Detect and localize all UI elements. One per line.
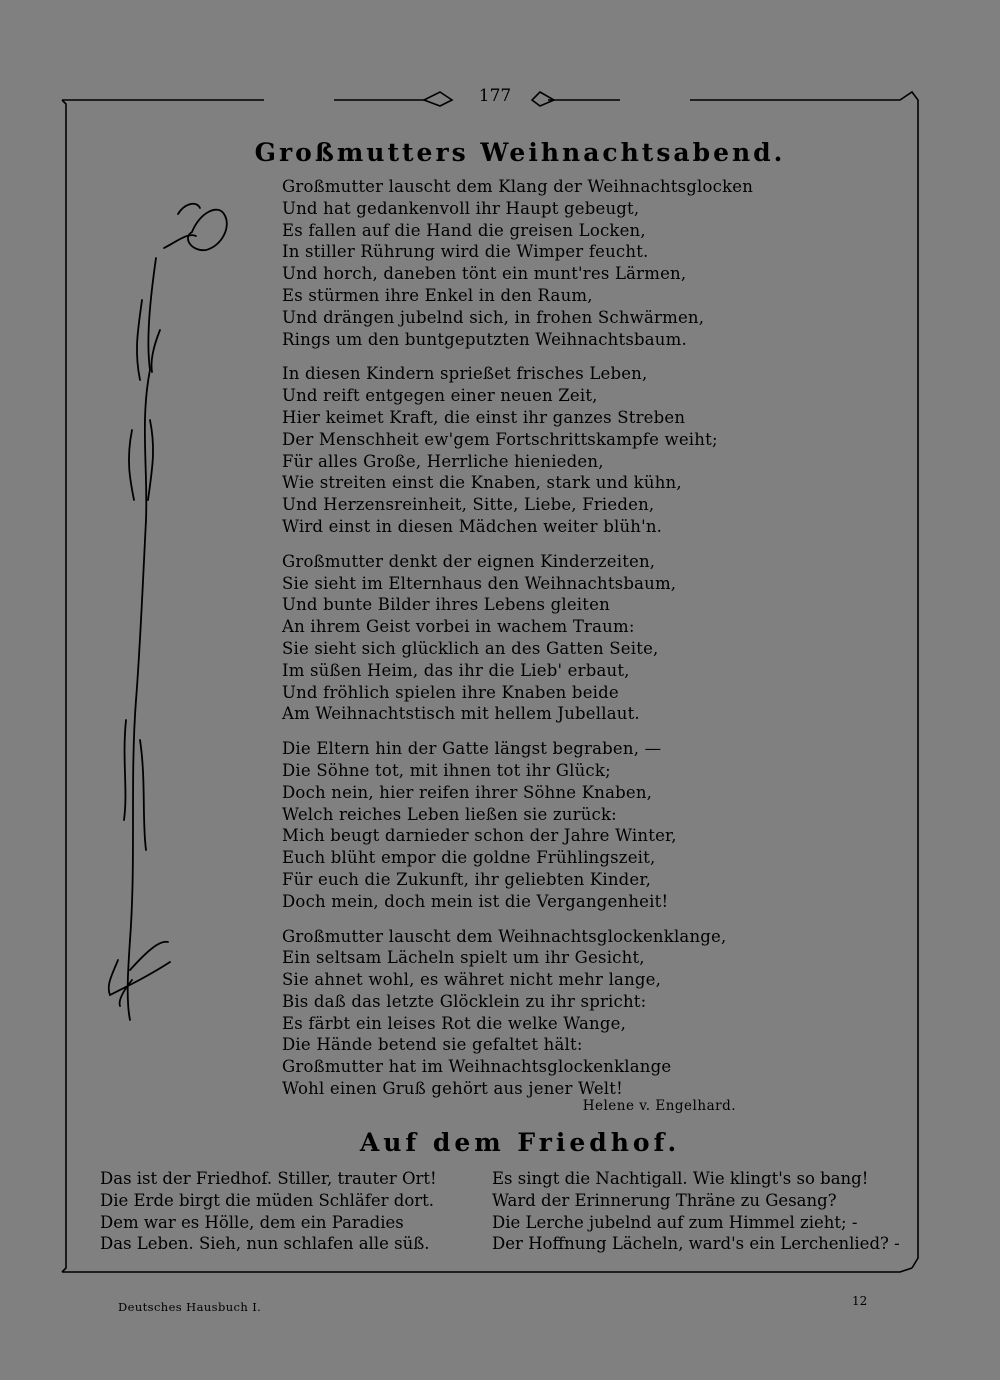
poem-line: Am Weihnachtstisch mit hellem Jubellaut. <box>282 704 640 724</box>
second-poem-title: Auf dem Friedhof. <box>359 1128 681 1157</box>
poem-line: Es fallen auf die Hand die greisen Locken, <box>282 220 646 240</box>
poem-body <box>282 176 762 1113</box>
poem-line: Die Eltern hin der Gatte längst begraben, — <box>282 739 662 759</box>
poem-line: Und Herzensreinheit, Sitte, Liebe, Frieden, <box>282 495 655 515</box>
poem-line: Es färbt ein leises Rot die welke Wange, <box>282 1013 627 1033</box>
poem-line: Und horch, daneben tönt ein munt'res Lärmen, <box>282 264 687 284</box>
poem-line: Das Leben. Sieh, nun schlafen alle süß. <box>100 1234 430 1254</box>
poem-line: In stiller Rührung wird die Wimper feucht. <box>282 242 649 262</box>
poem-line: Die Lerche jubelnd auf zum Himmel zieht; - <box>492 1212 858 1232</box>
poem-line: Doch mein, doch mein ist die Vergangenheit! <box>282 891 669 911</box>
poem-line: Welch reiches Leben ließen sie zurück: <box>282 804 617 824</box>
footer-book-title: Deutsches Hausbuch I. <box>118 1300 262 1314</box>
poem-line: In diesen Kindern sprießet frisches Leben, <box>282 364 648 384</box>
page-number: 177 <box>478 86 512 106</box>
poem-line: Doch nein, hier reifen ihrer Söhne Knaben, <box>282 782 653 802</box>
poem-line: Großmutter lauscht dem Weihnachtsglockenklange, <box>282 926 727 946</box>
poem-line: Im süßen Heim, das ihr die Lieb' erbaut, <box>282 660 630 680</box>
footer-signature-number: 12 <box>852 1294 868 1308</box>
poem-line: Und hat gedankenvoll ihr Haupt gebeugt, <box>282 198 640 218</box>
ornament-left-icon <box>424 92 452 106</box>
flower-illustration-icon <box>109 204 227 1020</box>
second-poem-right-column <box>492 1168 900 1255</box>
poem-author: Helene v. Engelhard. <box>582 1098 736 1114</box>
poem-title: Großmutters Weihnachtsabend. <box>254 138 786 167</box>
poem-line: Hier keimet Kraft, die einst ihr ganzes Streben <box>282 407 686 427</box>
poem-line: Und fröhlich spielen ihre Knaben beide <box>282 682 619 702</box>
poem-line: Großmutter lauscht dem Klang der Weihnachtsglocken <box>282 177 754 196</box>
poem-line: Sie sieht sich glücklich an des Gatten Seite, <box>282 638 659 658</box>
poem-line: Es stürmen ihre Enkel in den Raum, <box>282 285 593 305</box>
poem-line: Wohl einen Gruß gehört aus jener Welt! <box>282 1079 623 1099</box>
poem-line: Ward der Erinnerung Thräne zu Gesang? <box>492 1190 837 1210</box>
poem-line: Und drängen jubelnd sich, in frohen Schwärmen, <box>282 307 705 327</box>
poem-line: Sie sieht im Elternhaus den Weihnachtsbaum, <box>282 573 677 593</box>
poem-line: Mich beugt darnieder schon der Jahre Winter, <box>282 826 677 846</box>
poem-line: Und reift entgegen einer neuen Zeit, <box>282 386 598 406</box>
poem-line: Ein seltsam Lächeln spielt um ihr Gesicht, <box>282 948 645 968</box>
poem-line: Die Hände betend sie gefaltet hält: <box>282 1035 583 1055</box>
poem-line: Bis daß das letzte Glöcklein zu ihr spricht: <box>282 991 647 1011</box>
poem-line: Das ist der Friedhof. Stiller, trauter Ort! <box>100 1169 437 1188</box>
poem-line: Großmutter hat im Weihnachtsglockenklange <box>282 1057 672 1077</box>
ornament-right-icon <box>532 92 554 106</box>
poem-line: Rings um den buntgeputzten Weihnachtsbaum. <box>282 329 687 349</box>
poem-line: Die Erde birgt die müden Schläfer dort. <box>100 1190 435 1210</box>
stanza <box>282 363 762 537</box>
poem-line: Der Hoffnung Lächeln, ward's ein Lerchenlied? - <box>492 1234 900 1254</box>
poem-line: Wird einst in diesen Mädchen weiter blüh'n. <box>282 516 663 536</box>
poem-line: An ihrem Geist vorbei in wachem Traum: <box>282 617 635 637</box>
poem-line: Es singt die Nachtigall. Wie klingt's so bang! <box>492 1169 869 1188</box>
stanza <box>282 738 762 912</box>
poem-line: Wie streiten einst die Knaben, stark und kühn, <box>282 473 682 493</box>
poem-line: Euch blüht empor die goldne Frühlingszeit, <box>282 848 656 868</box>
poem-line: Für alles Große, Herrliche hienieden, <box>282 451 604 471</box>
poem-line: Und bunte Bilder ihres Lebens gleiten <box>282 595 610 615</box>
poem-line: Der Menschheit ew'gem Fortschrittskampfe weiht; <box>282 429 718 449</box>
stanza <box>282 176 762 350</box>
poem-line: Sie ahnet wohl, es währet nicht mehr lange, <box>282 970 662 990</box>
poem-line: Die Söhne tot, mit ihnen tot ihr Glück; <box>282 760 611 780</box>
poem-line: Für euch die Zukunft, ihr geliebten Kinder, <box>282 869 652 889</box>
stanza <box>282 926 762 1100</box>
poem-line: Dem war es Hölle, dem ein Paradies <box>100 1212 404 1232</box>
stanza <box>282 551 762 725</box>
second-poem-left-column <box>100 1168 492 1255</box>
poem-line: Großmutter denkt der eignen Kinderzeiten, <box>282 551 656 571</box>
